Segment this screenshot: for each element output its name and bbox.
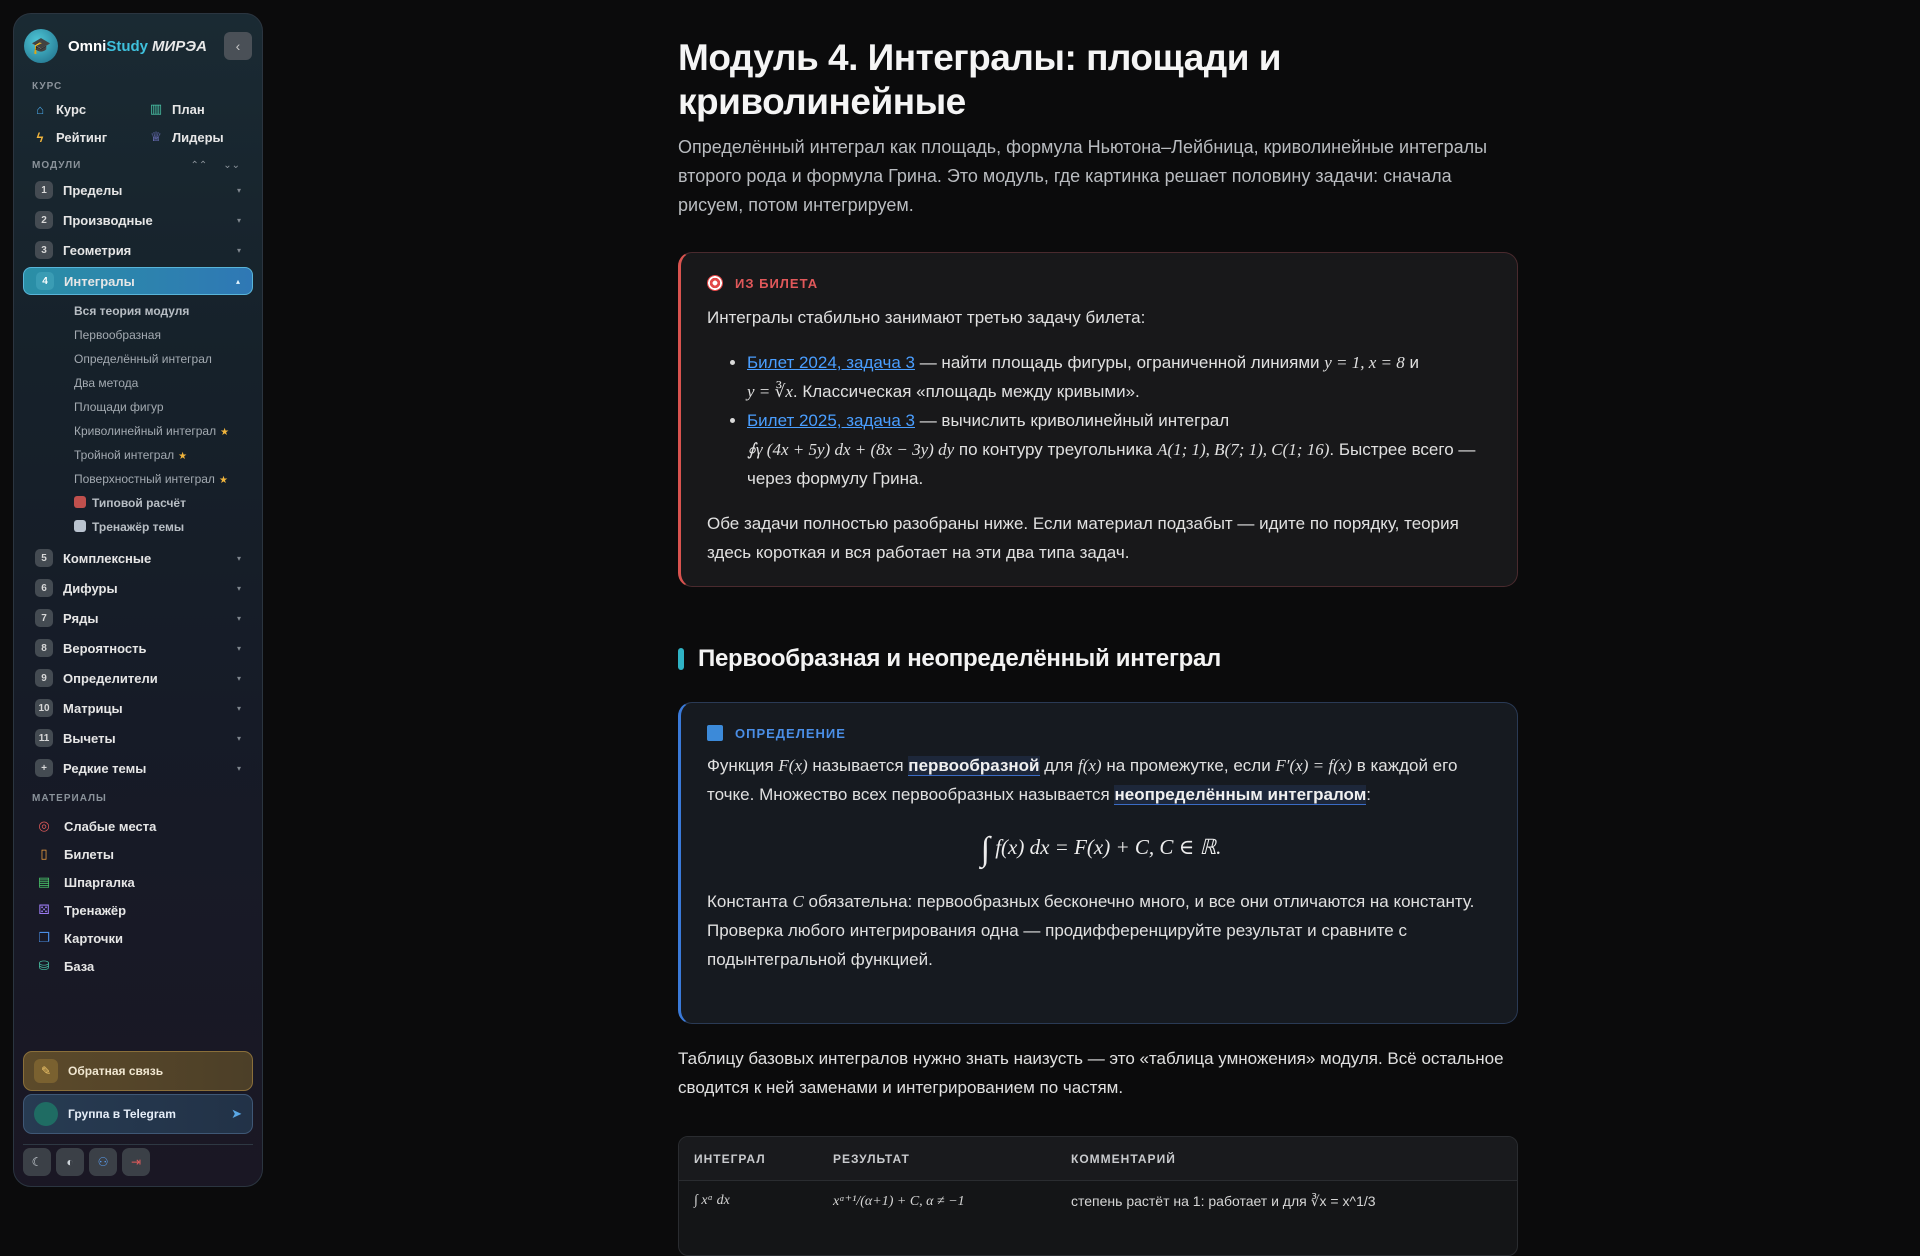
module-label: Производные bbox=[63, 212, 153, 228]
definition-note bbox=[707, 887, 1495, 974]
submodule-item[interactable] bbox=[14, 467, 262, 491]
submodule-label: Тренажёр темы bbox=[92, 520, 185, 534]
module-label: Комплексные bbox=[63, 550, 152, 566]
section-title: Первообразная и неопределённый интеграл bbox=[698, 645, 1222, 672]
chevron-down-icon: ▾ bbox=[236, 215, 241, 225]
chevron-down-icon: ▾ bbox=[236, 583, 241, 593]
math-expression: y = 1, x = 8 bbox=[1324, 353, 1405, 372]
table-cell: степень растёт на 1: работает и для ∛x = x^1/3 bbox=[1071, 1192, 1376, 1209]
map-icon: ▥ bbox=[149, 101, 163, 116]
brand-omni: Omni bbox=[68, 37, 107, 55]
table-cell: xᵅ⁺¹/(α+1) + C, α ≠ −1 bbox=[833, 1193, 965, 1209]
home-icon: ⌂ bbox=[36, 101, 44, 117]
nav-label: Слабые места bbox=[64, 818, 157, 834]
target-icon: ◎ bbox=[38, 818, 50, 833]
list-item bbox=[747, 406, 1495, 493]
graduation-cap-icon[interactable]: 🎓 bbox=[24, 29, 58, 63]
integral-formula bbox=[707, 831, 1495, 869]
list-text: по контуру треугольника bbox=[954, 440, 1158, 459]
formula-text: f(x) dx = F(x) + C, C ∈ ℝ. bbox=[995, 835, 1222, 859]
module-item-8[interactable] bbox=[23, 635, 253, 661]
nav-course[interactable] bbox=[32, 98, 148, 120]
submodule-item[interactable]: Первообразная bbox=[74, 328, 161, 342]
list-item bbox=[747, 348, 1495, 406]
submodule-label: Типовой расчёт bbox=[92, 496, 186, 510]
column-header: ИНТЕГРАЛ bbox=[694, 1151, 766, 1166]
ticket-list bbox=[707, 348, 1495, 493]
module-item-2[interactable] bbox=[23, 207, 253, 233]
nav-label: Тренажёр bbox=[64, 902, 127, 918]
chevron-down-icon: ▾ bbox=[236, 733, 241, 743]
nav-leaders-label: Лидеры bbox=[172, 129, 224, 145]
nav-trainer[interactable] bbox=[14, 896, 262, 924]
list-text: — найти площадь фигуры, ограниченной линиями bbox=[914, 353, 1325, 372]
module-number: 5 bbox=[35, 549, 53, 567]
submodule-item[interactable]: Вся теория модуля bbox=[74, 304, 190, 318]
telegram-avatar-icon bbox=[34, 1102, 58, 1126]
nav-label: Шпаргалка bbox=[64, 874, 135, 890]
nav-base[interactable] bbox=[14, 952, 262, 980]
module-number: 4 bbox=[36, 272, 54, 290]
inline-text: f(x) bbox=[1078, 756, 1102, 775]
logout-icon[interactable]: ⇥ bbox=[122, 1148, 150, 1176]
ticket-label-text: ИЗ БИЛЕТА bbox=[735, 275, 819, 291]
definition-callout bbox=[678, 702, 1518, 1024]
list-text: и bbox=[1404, 353, 1420, 372]
ticket-callout bbox=[678, 252, 1518, 587]
module-number: 3 bbox=[35, 241, 53, 259]
submodule-item[interactable] bbox=[14, 443, 262, 467]
inline-text: Константа bbox=[707, 892, 793, 911]
column-header: КОММЕНТАРИЙ bbox=[1071, 1151, 1176, 1166]
chevron-down-icon: ▾ bbox=[236, 613, 241, 623]
submodule-item[interactable] bbox=[14, 515, 262, 539]
submodule-item[interactable] bbox=[14, 491, 262, 515]
page-title: Модуль 4. Интегралы: площади и криволинейные bbox=[678, 37, 1282, 122]
table-header bbox=[679, 1137, 1517, 1181]
cards-icon: ❐ bbox=[38, 930, 50, 945]
definition-label-text: ОПРЕДЕЛЕНИЕ bbox=[735, 725, 846, 741]
sidebar-header bbox=[14, 21, 262, 71]
materials-section-label: МАТЕРИАЛЫ bbox=[32, 793, 107, 804]
module-label: Вероятность bbox=[63, 640, 147, 656]
module-number: 11 bbox=[35, 729, 53, 747]
submodule-item[interactable]: Площади фигур bbox=[74, 400, 164, 414]
nav-rating[interactable] bbox=[32, 126, 148, 148]
math-expression: y = ∛x bbox=[747, 382, 793, 401]
module-number: 1 bbox=[35, 181, 53, 199]
module-number: 10 bbox=[35, 699, 53, 717]
contrast-icon[interactable]: ◐ bbox=[56, 1148, 84, 1176]
chevron-down-icon: ▾ bbox=[236, 245, 241, 255]
chart-icon bbox=[74, 496, 86, 508]
inline-text: C bbox=[792, 892, 804, 911]
table-row bbox=[679, 1181, 1517, 1221]
submodule-item[interactable] bbox=[14, 419, 262, 443]
module-label: Интегралы bbox=[64, 273, 135, 289]
module-item-7[interactable] bbox=[23, 605, 253, 631]
submodule-item[interactable]: Два метода bbox=[74, 376, 139, 390]
module-number: 2 bbox=[35, 211, 53, 229]
module-label: Вычеты bbox=[63, 730, 116, 746]
dice-icon bbox=[74, 520, 86, 532]
module-label: Пределы bbox=[63, 182, 123, 198]
list-text: . Быстрее всего — через формулу Грина. bbox=[747, 440, 1476, 488]
submodule-item[interactable]: Определённый интеграл bbox=[74, 352, 212, 366]
modules-section-label: МОДУЛИ bbox=[32, 160, 82, 171]
math-expression: ∮γ (4x + 5y) dx + (8x − 3y) dy bbox=[747, 440, 955, 459]
chevron-down-icon: ▾ bbox=[236, 673, 241, 683]
module-label: Геометрия bbox=[63, 242, 132, 258]
ticket-intro: Интегралы стабильно занимают третью задачу билета: bbox=[707, 308, 1146, 327]
column-header: РЕЗУЛЬТАТ bbox=[833, 1151, 910, 1166]
book-icon: ▯ bbox=[40, 846, 48, 861]
list-text: — вычислить криволинейный интеграл bbox=[914, 411, 1230, 430]
inline-text: для bbox=[1039, 756, 1078, 775]
module-label: Редкие темы bbox=[63, 760, 147, 776]
nav-rating-label: Рейтинг bbox=[56, 129, 108, 145]
module-number: + bbox=[35, 759, 53, 777]
module-label: Определители bbox=[63, 670, 158, 686]
page-lead: Определённый интеграл как площадь, формула Ньютона–Лейбница, криволинейные интегралы второго рода и формула Грина. Это модуль, где картинка решает половину задачи: сначала рисуем, потом интегрируем. bbox=[678, 137, 1488, 215]
inline-text: на промежутке, если bbox=[1101, 756, 1276, 775]
main-content bbox=[678, 0, 1518, 1256]
module-item-5[interactable] bbox=[23, 545, 253, 571]
chevron-down-icon: ▾ bbox=[236, 553, 241, 563]
course-section-label: КУРС bbox=[32, 81, 63, 92]
term-indefinite-integral: неопределённым интегралом bbox=[1114, 785, 1367, 804]
expand-all-icon[interactable]: ⌄⌄ bbox=[223, 160, 240, 171]
feedback-button[interactable] bbox=[23, 1051, 253, 1091]
module-item-11[interactable] bbox=[23, 725, 253, 751]
module-label: Матрицы bbox=[63, 700, 123, 716]
collapse-sidebar-button[interactable] bbox=[224, 32, 252, 60]
nav-tickets[interactable] bbox=[14, 840, 262, 868]
submodule-label: Криволинейный интеграл bbox=[74, 424, 217, 438]
nav-plan[interactable] bbox=[148, 98, 263, 120]
send-icon: ➤ bbox=[231, 1106, 242, 1121]
nav-cards[interactable] bbox=[14, 924, 262, 952]
inline-text: в каждой его точке. Множество всех первообразных называется bbox=[707, 756, 1458, 804]
term-antiderivative: первообразной bbox=[908, 756, 1040, 775]
integral-sign: ∫ bbox=[980, 831, 990, 868]
module-item-6[interactable] bbox=[23, 575, 253, 601]
module-label: Дифуры bbox=[63, 580, 118, 596]
submodule-label: Поверхностный интеграл bbox=[74, 472, 215, 486]
collapse-all-icon[interactable]: ⌃⌃ bbox=[190, 160, 208, 171]
module-item-10[interactable] bbox=[23, 695, 253, 721]
inline-text: обязательна: первообразных бесконечно много, и все они отличаются на константу. Проверка любого интегрирования одна — продифференцируйте результат и сравните с подынтегральной функцией. bbox=[707, 892, 1475, 969]
heading-accent-bar bbox=[678, 648, 684, 670]
database-icon: ⛁ bbox=[38, 958, 50, 973]
feedback-label: Обратная связь bbox=[68, 1064, 164, 1078]
module-label: Ряды bbox=[63, 610, 99, 626]
nav-label: Карточки bbox=[64, 930, 123, 946]
target-icon bbox=[707, 275, 723, 291]
inline-text: F′(x) = f(x) bbox=[1275, 756, 1352, 775]
chevron-down-icon: ▾ bbox=[236, 763, 241, 773]
list-text: . Классическая «площадь между кривыми». bbox=[792, 382, 1140, 401]
ticket-callout-label bbox=[707, 275, 1495, 291]
ticket-2025-link[interactable]: Билет 2025, задача 3 bbox=[747, 411, 915, 430]
lightning-icon: ϟ bbox=[36, 129, 44, 145]
table-intro-text: Таблицу базовых интегралов нужно знать наизусть — это «таблица умножения» модуля. Всё остальное сводится к ней заменами и интегрированием по частям. bbox=[678, 1049, 1504, 1097]
module-number: 7 bbox=[35, 609, 53, 627]
inline-text: Функция bbox=[707, 756, 779, 775]
chevron-down-icon: ▾ bbox=[236, 703, 241, 713]
star-icon: ★ bbox=[218, 475, 228, 486]
chevron-down-icon: ▾ bbox=[236, 643, 241, 653]
definition-text bbox=[707, 751, 1495, 809]
chevron-down-icon: ▾ bbox=[236, 185, 241, 195]
submodule-label: Тройной интеграл bbox=[74, 448, 175, 462]
nav-label: База bbox=[64, 958, 95, 974]
brand-mirea: МИРЭА bbox=[152, 37, 207, 55]
inline-text: : bbox=[1366, 785, 1371, 804]
star-icon: ★ bbox=[178, 451, 188, 462]
module-item-9[interactable] bbox=[23, 665, 253, 691]
module-item-4[interactable] bbox=[23, 267, 253, 295]
inline-text: называется bbox=[807, 756, 909, 775]
sidebar bbox=[13, 13, 263, 1187]
ticket-outro: Обе задачи полностью разобраны ниже. Если материал подзабыт — идите по порядку, теория здесь короткая и вся работает на эти два типа задач. bbox=[707, 514, 1459, 562]
ticket-2024-link[interactable]: Билет 2024, задача 3 bbox=[747, 353, 915, 372]
book-icon bbox=[707, 725, 723, 741]
note-icon: ▤ bbox=[37, 874, 51, 889]
table-cell: ∫ xᵅ dx bbox=[694, 1193, 730, 1208]
module-number: 9 bbox=[35, 669, 53, 687]
inline-text: F(x) bbox=[778, 756, 808, 775]
trophy-icon: ♕ bbox=[150, 129, 162, 144]
definition-callout-label bbox=[707, 725, 1495, 741]
telegram-label: Группа в Telegram bbox=[68, 1107, 176, 1121]
divider bbox=[23, 1144, 253, 1145]
module-number: 8 bbox=[35, 639, 53, 657]
telegram-group-button[interactable] bbox=[23, 1094, 253, 1134]
star-icon: ★ bbox=[220, 427, 230, 438]
module-number: 6 bbox=[35, 579, 53, 597]
module-item-1[interactable] bbox=[23, 177, 253, 203]
math-expression: A(1; 1), B(7; 1), C(1; 16) bbox=[1157, 440, 1330, 459]
chevron-left-icon: ‹ bbox=[235, 38, 241, 54]
brand-logo[interactable] bbox=[68, 38, 207, 55]
nav-cheatsheet[interactable] bbox=[14, 868, 262, 896]
nav-course-label: Курс bbox=[56, 101, 87, 117]
brand-study: Study bbox=[106, 37, 149, 55]
pencil-icon: ✎ bbox=[34, 1059, 58, 1083]
module-item-3[interactable] bbox=[23, 237, 253, 263]
nav-weak-spots[interactable] bbox=[14, 812, 262, 840]
integrals-table bbox=[678, 1136, 1518, 1256]
nav-leaders[interactable] bbox=[148, 126, 263, 148]
user-icon[interactable]: ⚇ bbox=[89, 1148, 117, 1176]
section-heading bbox=[678, 645, 1518, 673]
nav-plan-label: План bbox=[172, 101, 205, 117]
chevron-up-icon: ▴ bbox=[235, 276, 240, 286]
module-item-rare[interactable] bbox=[23, 755, 253, 781]
moon-icon[interactable]: ☾ bbox=[23, 1148, 51, 1176]
dice-icon: ⚄ bbox=[38, 902, 50, 917]
nav-label: Билеты bbox=[64, 846, 114, 862]
